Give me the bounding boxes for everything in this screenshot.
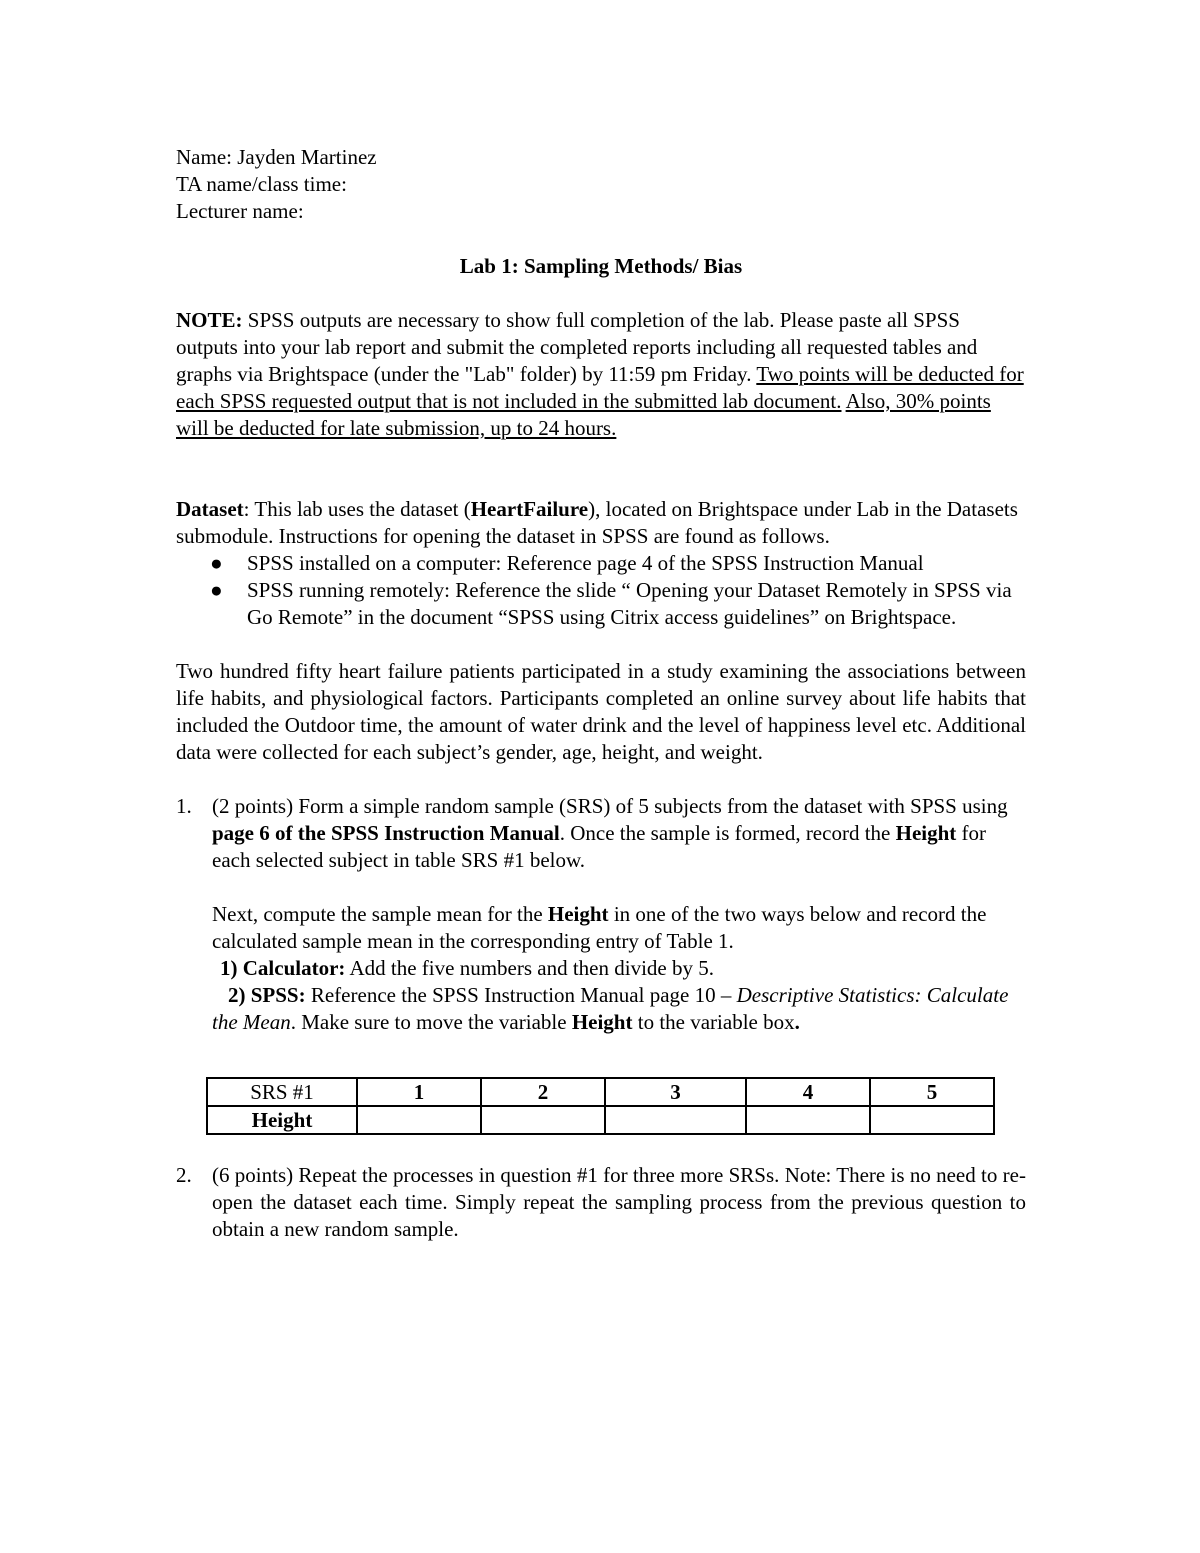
q1-mean-text-a: Next, compute the sample mean for the [212,902,548,926]
note-late-policy: Also, 30% points will be deducted for late submission, up to 24 hours. [176,389,991,440]
bullet-icon: ● [210,551,223,575]
question-2 [176,1162,1026,1243]
method-1-label: 1) Calculator: [220,956,346,980]
note-label: NOTE: [176,308,243,332]
table-header-cell: 4 [746,1078,870,1106]
table-cell[interactable] [870,1106,994,1134]
ta-line: TA name/class time: [176,172,347,196]
list-item [176,577,1026,631]
question-number: 2. [176,1163,192,1187]
q1-variable: Height [895,821,957,845]
q1-mean-text-c: in one of the two ways below and record the calculated sample mean in the corresponding entry of Table 1. [212,902,987,953]
question-1-instructions [212,793,1026,874]
srs-table [206,1077,995,1135]
dataset-bullet-list [176,550,1026,631]
method-2-text-3: to the variable box [632,1010,795,1034]
question-1 [176,793,1026,1036]
lecturer-line: Lecturer name: [176,199,304,223]
list-item [176,550,1026,577]
table-cell[interactable] [605,1106,746,1134]
question-1-mean [212,901,1026,955]
bullet-text: SPSS installed on a computer: Reference page 4 of the SPSS Instruction Manual [247,551,924,575]
table-header-cell: SRS #1 [207,1078,357,1106]
table-cell[interactable] [746,1106,870,1134]
q1-text-e: for each selected subject in table SRS #1 below. [212,821,987,872]
bullet-icon: ● [210,578,223,602]
method-2-label: 2) SPSS: [228,983,306,1007]
question-number: 1. [176,794,192,818]
dataset-label: Dataset [176,497,244,521]
table-header-cell: 3 [605,1078,746,1106]
bullet-text: SPSS running remotely: Reference the slide “ Opening your Dataset Remotely in SPSS via Go Remote” in the document “SPSS using Citrix access guidelines” on Brightspace. [247,578,1012,629]
dataset-text-2: ), located on Brightspace under Lab in the Datasets submodule. Instructions for opening the dataset in SPSS are found as follows. [176,497,1018,548]
note-text: SPSS outputs are necessary to show full completion of the lab. Please paste all SPSS outputs into your lab report and submit the completed reports including all requested tables and graphs via Brightspace (under the "Lab" folder) by 11:59 pm Friday. [176,308,978,386]
dataset-paragraph [176,496,1026,550]
method-1-text: Add the five numbers and then divide by 5. [345,956,714,980]
q1-text-c: . Once the sample is formed, record the [559,821,896,845]
note-paragraph [176,307,1026,442]
method-2-text: Reference the SPSS Instruction Manual page 10 – [305,983,737,1007]
table-row-label: Height [207,1106,357,1134]
table-header-cell: 2 [481,1078,605,1106]
question-2-text: (6 points) Repeat the processes in question #1 for three more SRSs. Note: There is no need to re-open the dataset each time. Simply repeat the sampling process from the previous question to obtain a new random sample. [212,1163,1026,1241]
method-2-text-2: . Make sure to move the variable [290,1010,572,1034]
dataset-text-1: : This lab uses the dataset ( [243,497,471,521]
table-header-row [207,1078,994,1106]
method-2-end: . [794,1010,800,1034]
table-header-cell: 1 [357,1078,481,1106]
q1-text-a: (2 points) Form a simple random sample (SRS) of 5 subjects from the dataset with SPSS using [212,794,1008,818]
name-line: Name: Jayden Martinez [176,145,377,169]
method-2-variable: Height [571,1010,633,1034]
method-spss [212,982,1026,1036]
table-cell[interactable] [357,1106,481,1134]
student-header [176,144,1026,225]
method-calculator [212,955,1026,982]
q1-manual-ref: page 6 of the SPSS Instruction Manual [212,821,560,845]
note-deduction: Two points will be deducted for each SPSS requested output that is not included in the submitted lab document. [176,362,1024,413]
method-2-reference: Descriptive Statistics: Calculate the Mean [212,983,1009,1034]
table-header-cell: 5 [870,1078,994,1106]
table-cell[interactable] [481,1106,605,1134]
q1-mean-variable: Height [547,902,609,926]
document-page [176,144,1026,1243]
dataset-name: HeartFailure [470,497,589,521]
intro-paragraph: Two hundred fifty heart failure patients participated in a study examining the associations between life habits, and physiological factors. Participants completed an online survey about life habits that included the Outdoor time, the amount of water drink and the level of happiness level etc. Additional data were collected for each subject’s gender, age, height, and weight. [176,659,1026,764]
lab-title: Lab 1: Sampling Methods/ Bias [459,254,743,278]
table-row [207,1106,994,1134]
